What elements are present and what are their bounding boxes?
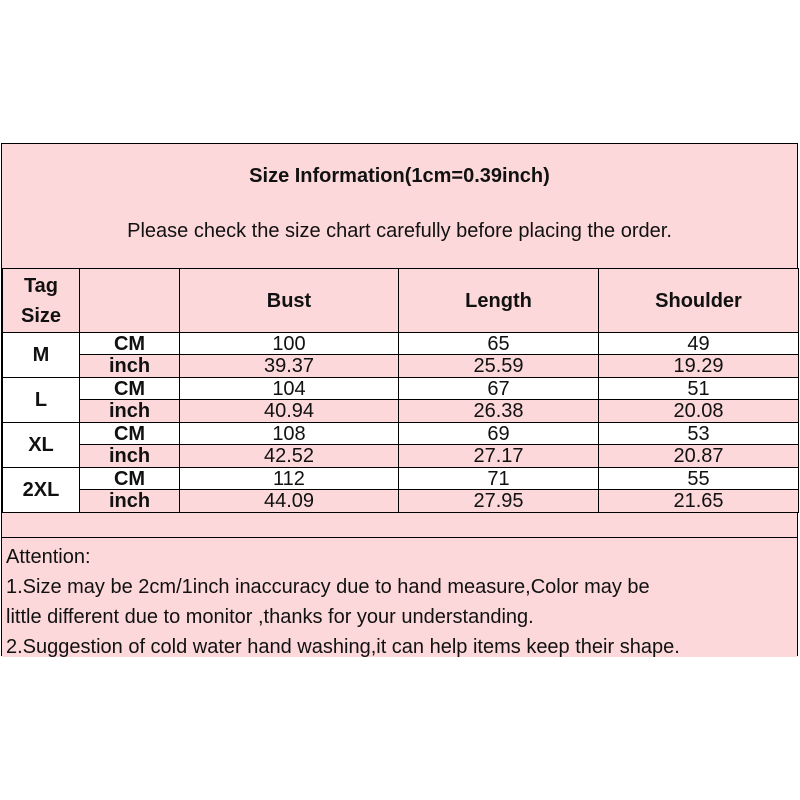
length-inch-cell: 26.38: [399, 400, 599, 423]
attention-line-2: little different due to monitor ,thanks for your understanding.: [6, 606, 534, 628]
table-row: [3, 445, 799, 468]
bust-inch-cell: 39.37: [180, 355, 399, 378]
attention-notes: [2, 537, 797, 657]
table-row: [3, 468, 799, 490]
column-header-length: Length: [399, 269, 599, 333]
shoulder-cm-cell: 51: [599, 378, 799, 400]
size-label: Size: [20, 304, 62, 327]
table-row: [3, 400, 799, 423]
unit-cm-cell: CM: [80, 378, 180, 400]
length-inch-cell: 27.95: [399, 490, 599, 513]
unit-inch-cell: inch: [80, 490, 180, 513]
table-row: [3, 490, 799, 513]
attention-line-3: 2.Suggestion of cold water hand washing,it can help items keep their shape.: [6, 636, 680, 658]
unit-inch-cell: inch: [80, 400, 180, 423]
page-title: Size Information(1cm=0.39inch): [249, 165, 550, 187]
unit-cm-cell: CM: [80, 468, 180, 490]
size-table: [2, 268, 799, 513]
attention-line-1: 1.Size may be 2cm/1inch inaccuracy due to hand measure,Color may be: [6, 576, 650, 598]
bust-cm-cell: 100: [180, 333, 399, 355]
bust-inch-cell: 40.94: [180, 400, 399, 423]
unit-cm-cell: CM: [80, 333, 180, 355]
shoulder-inch-cell: 20.87: [599, 445, 799, 468]
table-row: [3, 378, 799, 400]
length-cm-cell: 71: [399, 468, 599, 490]
unit-cm-cell: CM: [80, 423, 180, 445]
shoulder-cm-cell: 53: [599, 423, 799, 445]
bust-inch-cell: 42.52: [180, 445, 399, 468]
table-row: [3, 333, 799, 355]
page-subtitle: Please check the size chart carefully before placing the order.: [127, 220, 672, 242]
shoulder-inch-cell: 21.65: [599, 490, 799, 513]
column-header-shoulder: Shoulder: [599, 269, 799, 333]
table-header-row: [3, 269, 799, 333]
bust-inch-cell: 44.09: [180, 490, 399, 513]
shoulder-cm-cell: 55: [599, 468, 799, 490]
table-row: [3, 355, 799, 378]
bust-cm-cell: 108: [180, 423, 399, 445]
unit-inch-cell: inch: [80, 445, 180, 468]
tag-size-header: [3, 269, 80, 333]
column-header-bust: Bust: [180, 269, 399, 333]
table-row: [3, 423, 799, 445]
size-cell: M: [3, 333, 80, 378]
size-cell: 2XL: [3, 468, 80, 513]
size-chart-sheet: [1, 143, 798, 656]
length-inch-cell: 27.17: [399, 445, 599, 468]
shoulder-inch-cell: 20.08: [599, 400, 799, 423]
length-cm-cell: 69: [399, 423, 599, 445]
length-inch-cell: 25.59: [399, 355, 599, 378]
size-cell: XL: [3, 423, 80, 468]
bust-cm-cell: 112: [180, 468, 399, 490]
size-chart-header: [2, 144, 797, 269]
length-cm-cell: 65: [399, 333, 599, 355]
unit-header: [80, 269, 180, 333]
unit-inch-cell: inch: [80, 355, 180, 378]
bust-cm-cell: 104: [180, 378, 399, 400]
attention-heading: Attention:: [6, 546, 91, 568]
size-cell: L: [3, 378, 80, 423]
shoulder-inch-cell: 19.29: [599, 355, 799, 378]
length-cm-cell: 67: [399, 378, 599, 400]
shoulder-cm-cell: 49: [599, 333, 799, 355]
tag-label: Tag: [23, 274, 59, 297]
